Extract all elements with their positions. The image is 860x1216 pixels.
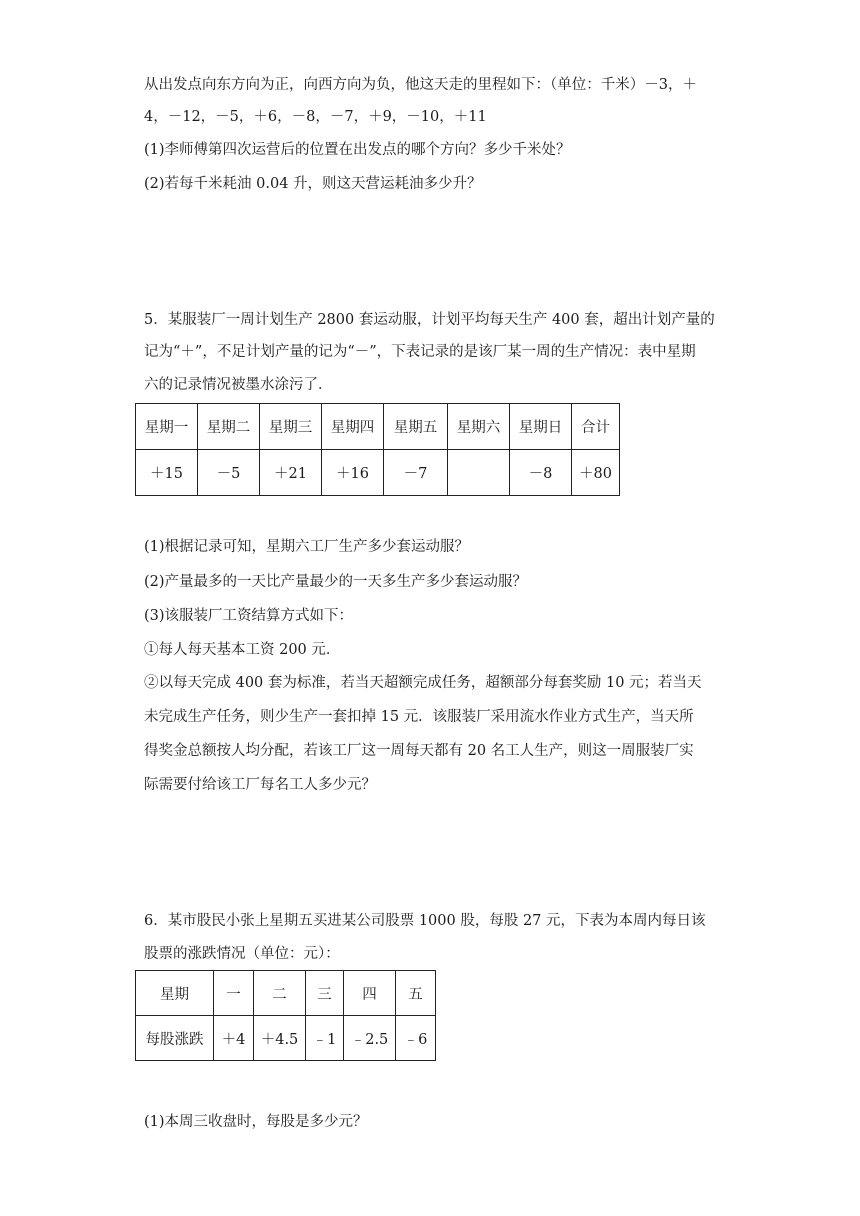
- q6-header-day-5: 五: [396, 971, 436, 1016]
- q5-header-tue: 星期二: [198, 404, 260, 450]
- q6-change-day-3: ﹣1: [306, 1016, 344, 1061]
- q6-header-day-2: 二: [254, 971, 306, 1016]
- q5-table-header-row: [136, 404, 620, 450]
- q5-text-line-1: 5．某服装厂一周计划生产 2800 套运动服，计划平均每天生产 400 套，超出计划产量的: [144, 312, 715, 328]
- q5-rule-2-line-2: 未完成生产任务，则少生产一套扣掉 15 元．该服装厂采用流水作业方式生产，当天所: [144, 709, 694, 725]
- q4-subquestion-2: (2)若每千米耗油 0.04 升，则这天营运耗油多少升？: [144, 176, 482, 192]
- q5-value-mon: ＋15: [136, 450, 198, 496]
- q6-header-day-4: 四: [344, 971, 396, 1016]
- q6-subquestion-1: (1)本周三收盘时，每股是多少元？: [144, 1114, 368, 1130]
- q5-subquestion-1: (1)根据记录可知，星期六工厂生产多少套运动服？: [144, 539, 470, 555]
- q6-table-header-row: [136, 971, 436, 1016]
- q5-header-thu: 星期四: [322, 404, 384, 450]
- q5-header-fri: 星期五: [384, 404, 448, 450]
- q6-stock-table: [135, 970, 436, 1061]
- q5-text-line-2: 记为“＋”，不足计划产量的记为“－”，下表记录的是该厂某一周的生产情况：表中星期: [144, 344, 696, 360]
- q5-value-thu: ＋16: [322, 450, 384, 496]
- q4-text-line-2: 4，－12，－5，＋6，－8，－7，＋9，－10，＋11: [144, 109, 487, 125]
- q6-header-label: 星期: [136, 971, 214, 1016]
- q4-subquestion-1: (1)李师傅第四次运营后的位置在出发点的哪个方向？多少千米处？: [144, 142, 571, 158]
- q5-header-mon: 星期一: [136, 404, 198, 450]
- q6-header-day-1: 一: [214, 971, 254, 1016]
- q6-change-day-4: ﹣2.5: [344, 1016, 396, 1061]
- q5-table-value-row: [136, 450, 620, 496]
- q6-header-day-3: 三: [306, 971, 344, 1016]
- q6-change-day-1: ＋4: [214, 1016, 254, 1061]
- q5-text-line-3: 六的记录情况被墨水涂污了．: [144, 377, 333, 393]
- q5-rule-2-line-3: 得奖金总额按人均分配，若该工厂这一周每天都有 20 名工人生产，则这一周服装厂实: [144, 743, 694, 759]
- q5-header-wed: 星期三: [260, 404, 322, 450]
- q5-subquestion-3: (3)该服装厂工资结算方式如下：: [144, 608, 354, 624]
- q5-value-sat: [448, 450, 510, 496]
- q6-row-label: 每股涨跌: [136, 1016, 214, 1061]
- q5-subquestion-2: (2)产量最多的一天比产量最少的一天多生产多少套运动服？: [144, 574, 528, 590]
- q5-value-wed: ＋21: [260, 450, 322, 496]
- q6-change-day-2: ＋4.5: [254, 1016, 306, 1061]
- q5-value-sun: －8: [510, 450, 572, 496]
- q5-production-table: [135, 403, 620, 496]
- q5-header-sat: 星期六: [448, 404, 510, 450]
- q5-rule-1: ①每人每天基本工资 200 元．: [144, 642, 341, 658]
- q5-header-total: 合计: [572, 404, 620, 450]
- q5-rule-2-line-4: 际需要付给该工厂每名工人多少元？: [144, 777, 376, 793]
- q5-rule-2-line-1: ②以每天完成 400 套为标准，若当天超额完成任务，超额部分每套奖励 10 元；若当天: [144, 675, 702, 691]
- q6-table-value-row: [136, 1016, 436, 1061]
- q6-text-line-1: 6．某市股民小张上星期五买进某公司股票 1000 股，每股 27 元，下表为本周内每日该: [144, 913, 706, 929]
- q5-header-sun: 星期日: [510, 404, 572, 450]
- q5-value-total: ＋80: [572, 450, 620, 496]
- q5-value-tue: －5: [198, 450, 260, 496]
- q4-text-line-1: 从出发点向东方向为正，向西方向为负，他这天走的里程如下：（单位：千米）－3，＋: [144, 77, 697, 93]
- q5-value-fri: －7: [384, 450, 448, 496]
- q6-change-day-5: ﹣6: [396, 1016, 436, 1061]
- q6-text-line-2: 股票的涨跌情况（单位：元）：: [144, 946, 340, 962]
